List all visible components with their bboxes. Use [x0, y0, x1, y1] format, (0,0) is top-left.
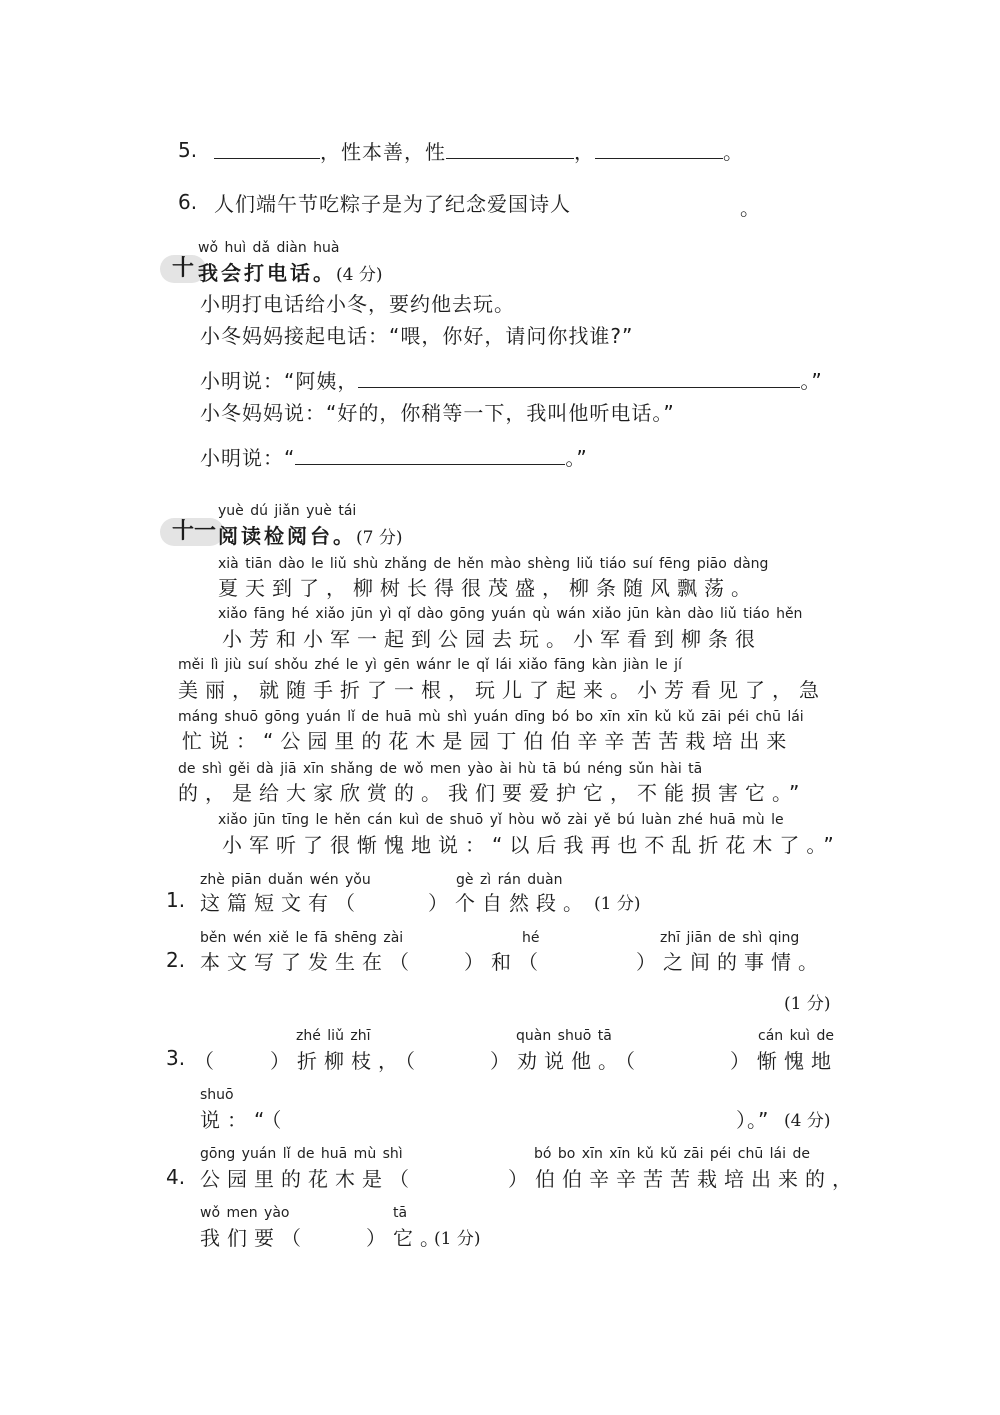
- sec10-line-3-pre: 小明说：“阿姨，: [200, 369, 359, 393]
- q4-text-a: 公园里的花木是（: [200, 1167, 416, 1191]
- q5-blank-2[interactable]: [446, 140, 574, 159]
- q4-text-d: ）它。: [366, 1226, 447, 1250]
- sec10-line-5-pre: 小明说：“: [200, 446, 296, 470]
- sec10-line-2: 小冬妈妈接起电话：“喂，你好，请问你找谁?”: [200, 324, 634, 348]
- q1-pinyin-a: zhè piān duǎn wén yǒu: [200, 872, 371, 888]
- passage-line-4: 忙说：“公园里的花木是园丁伯伯辛辛苦苦栽培出来: [182, 729, 794, 753]
- q1-pinyin-b: gè zì rán duàn: [456, 872, 563, 888]
- sec11-badge: 十一: [160, 518, 224, 546]
- q2-pinyin-c: zhī jiān de shì qing: [660, 930, 800, 946]
- q4-text-b: ）伯伯辛辛苦苦栽培出来的，: [508, 1167, 859, 1191]
- q6-end: 。: [740, 196, 761, 220]
- sec11-title-pinyin: yuè dú jiǎn yuè tái: [218, 503, 357, 519]
- q4-pinyin-b: bó bo xīn xīn kǔ kǔ zāi péi chū lái de: [534, 1146, 810, 1162]
- q3-text-a: （: [194, 1049, 221, 1073]
- sec10-line-3-post: 。”: [800, 369, 823, 393]
- q5-end: 。: [723, 140, 744, 164]
- q5-text-2: ，: [574, 140, 595, 164]
- q6-text: 人们端午节吃粽子是为了纪念爱国诗人: [214, 192, 571, 216]
- passage-line-6: 小军听了很惭愧地说：“以后我再也不乱折花木了。”: [222, 833, 841, 857]
- q4-text-c: 我们要（: [200, 1226, 308, 1250]
- q3-pinyin-c: cán kuì de: [758, 1028, 834, 1044]
- passage-pinyin-1: xià tiān dào le liǔ shù zhǎng de hěn mào shèng liǔ tiáo suí fēng piāo dàng: [218, 556, 769, 572]
- passage-pinyin-5: de shì gěi dà jiā xīn shǎng de wǒ men yào ài hù tā bú néng sǔn hài tā: [178, 761, 703, 777]
- sec10-blank-1[interactable]: [358, 369, 800, 388]
- sec10-badge: 十: [160, 255, 206, 283]
- q3-points: (4 分): [784, 1111, 831, 1131]
- passage-pinyin-3: měi lì jiù suí shǒu zhé le yì gēn wánr le qǐ lái xiǎo fāng kàn jiàn le jí: [178, 657, 682, 673]
- sec11-heading: [218, 520, 402, 549]
- sec10-line-4: 小冬妈妈说：“好的，你稍等一下，我叫他听电话。”: [200, 401, 675, 425]
- passage-line-2: 小芳和小军一起到公园去玩。小军看到柳条很: [222, 627, 762, 651]
- q2-number: 2.: [166, 948, 186, 972]
- q3-number: 3.: [166, 1046, 186, 1070]
- sec10-title: 我会打电话。: [198, 261, 336, 285]
- q3-text-e: 说：“（: [200, 1108, 289, 1132]
- sec10-blank-2[interactable]: [295, 446, 565, 465]
- sec10-points: (4 分): [336, 265, 383, 285]
- sec10-line-1: 小明打电话给小冬，要约他去玩。: [200, 292, 515, 316]
- q5-blank-1[interactable]: [214, 140, 320, 159]
- q3-text-c: ）劝说他。（: [490, 1049, 642, 1073]
- q5-blank-3[interactable]: [595, 140, 723, 159]
- passage-line-3: 美丽，就随手折了一根，玩儿了起来。小芳看见了，急: [178, 678, 826, 702]
- q4-number: 4.: [166, 1165, 186, 1189]
- q2-pinyin-b: hé: [522, 930, 540, 946]
- q1-text-a: 这篇短文有（: [200, 891, 362, 915]
- passage-line-5: 的，是给大家欣赏的。我们要爱护它，不能损害它。”: [178, 781, 807, 805]
- passage-pinyin-4: máng shuō gōng yuán lǐ de huā mù shì yuán dīng bó bo xīn xīn kǔ kǔ zāi péi chū lái: [178, 709, 804, 725]
- q3-text-b: ）折柳枝，（: [270, 1049, 422, 1073]
- q5-text-1: ，性本善，性: [320, 140, 446, 164]
- q2-text-c: ）之间的事情。: [636, 950, 825, 974]
- passage-pinyin-6: xiǎo jūn tīng le hěn cán kuì de shuō yǐ hòu wǒ zài yě bú luàn zhé huā mù le: [218, 812, 784, 828]
- passage-pinyin-2: xiǎo fāng hé xiǎo jūn yì qǐ dào gōng yuán qù wán xiǎo jūn kàn dào liǔ tiáo hěn: [218, 606, 803, 622]
- q4-pinyin-c: wǒ men yào: [200, 1205, 290, 1221]
- q3-text-f: ）。”: [736, 1108, 770, 1132]
- q6-number: 6.: [178, 190, 198, 214]
- q2-points: (1 分): [784, 994, 831, 1014]
- q3-pinyin-a: zhé liǔ zhī: [296, 1028, 371, 1044]
- sec10-heading: [198, 257, 382, 286]
- sec10-line-3: [200, 365, 823, 394]
- q3-pinyin-d: shuō: [200, 1087, 234, 1103]
- sec10-line-5: [200, 442, 588, 471]
- sec10-title-pinyin: wǒ huì dǎ diàn huà: [198, 240, 340, 256]
- q4-points: (1 分): [434, 1229, 481, 1249]
- q3-text-d: ）惭愧地: [730, 1049, 838, 1073]
- q4-pinyin-d: tā: [393, 1205, 408, 1221]
- q5-number: 5.: [178, 138, 198, 162]
- q1-text-b: ）个自然段。: [428, 891, 590, 915]
- q1-points: (1 分): [594, 894, 641, 914]
- q2-text-b: ）和（: [464, 950, 545, 974]
- sec11-title: 阅读检阅台。: [218, 524, 356, 548]
- passage-line-1: 夏天到了，柳树长得很茂盛，柳条随风飘荡。: [218, 576, 758, 600]
- q4-pinyin-a: gōng yuán lǐ de huā mù shì: [200, 1146, 403, 1162]
- sec10-line-5-post: 。”: [565, 446, 588, 470]
- q2-pinyin-a: běn wén xiě le fā shēng zài: [200, 930, 404, 946]
- q3-pinyin-b: quàn shuō tā: [516, 1028, 612, 1044]
- q2-text-a: 本文写了发生在（: [200, 950, 416, 974]
- sec11-points: (7 分): [356, 528, 403, 548]
- q5-line: [214, 136, 744, 165]
- q1-number: 1.: [166, 888, 186, 912]
